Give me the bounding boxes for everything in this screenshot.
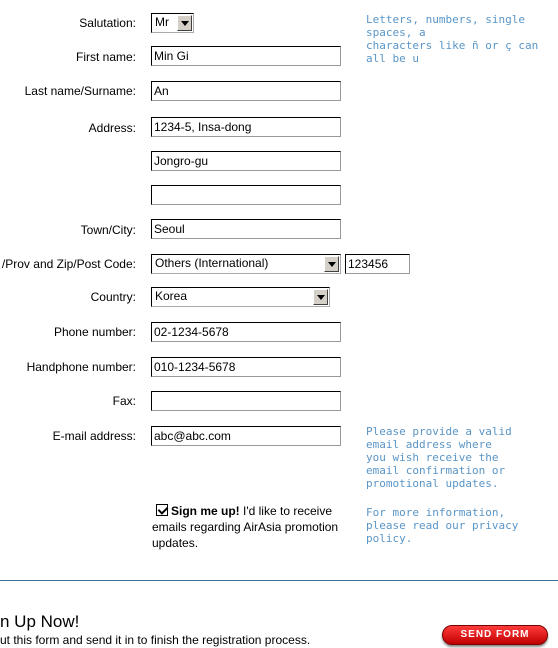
address-line1-input[interactable]: 1234-5, Insa-dong bbox=[151, 117, 341, 137]
signup-line3: updates. bbox=[152, 536, 199, 550]
salutation-value: Mr bbox=[155, 15, 169, 29]
charset-note: Letters, numbers, single spaces, a characters like ñ or ç can all be u bbox=[366, 13, 539, 65]
country-value: Korea bbox=[155, 289, 188, 303]
signup-heading: n Up Now! bbox=[0, 612, 80, 631]
address-label: Address: bbox=[88, 121, 136, 135]
signup-line1 bbox=[171, 504, 332, 518]
salutation-dropdown-button[interactable] bbox=[177, 15, 192, 31]
email-label: E-mail address: bbox=[52, 429, 136, 443]
chevron-down-icon bbox=[317, 295, 325, 300]
state-select[interactable] bbox=[151, 254, 341, 274]
address-line2-input[interactable]: Jongro-gu bbox=[151, 151, 341, 171]
country-dropdown-button[interactable] bbox=[313, 289, 328, 305]
state-zip-label: /Prov and Zip/Post Code: bbox=[1, 257, 136, 271]
email-input[interactable]: abc@abc.com bbox=[151, 426, 341, 446]
privacy-note: For more information, please read our privacy policy. bbox=[366, 506, 519, 545]
salutation-label: Salutation: bbox=[79, 16, 136, 30]
country-label: Country: bbox=[90, 290, 136, 304]
handphone-input[interactable]: 010-1234-5678 bbox=[151, 357, 341, 377]
signup-subtext: ut this form and send it in to finish the registration process. bbox=[0, 633, 311, 647]
town-input[interactable]: Seoul bbox=[151, 219, 341, 239]
state-dropdown-button[interactable] bbox=[324, 256, 339, 272]
check-icon bbox=[158, 504, 169, 515]
state-value: Others (International) bbox=[155, 256, 269, 270]
zip-input[interactable]: 123456 bbox=[345, 254, 410, 274]
phone-label: Phone number: bbox=[53, 325, 136, 339]
chevron-down-icon bbox=[328, 262, 336, 267]
email-note: Please provide a valid email address where you wish receive the email confirmation or promotional updates. bbox=[366, 425, 512, 490]
send-form-button[interactable]: SEND FORM bbox=[442, 625, 548, 645]
signup-line2: emails regarding AirAsia promotion bbox=[152, 520, 339, 534]
signup-bold-text: Sign me up! bbox=[171, 504, 240, 518]
phone-input[interactable]: 02-1234-5678 bbox=[151, 322, 341, 342]
town-label: Town/City: bbox=[80, 223, 136, 237]
fax-label: Fax: bbox=[112, 394, 136, 408]
country-select[interactable] bbox=[151, 287, 330, 307]
address-line3-input[interactable] bbox=[151, 185, 341, 205]
first-name-label: First name: bbox=[75, 50, 136, 64]
salutation-select[interactable] bbox=[151, 13, 194, 33]
signup-rest-text: I'd like to receive bbox=[239, 504, 333, 518]
last-name-label: Last name/Surname: bbox=[24, 84, 136, 98]
first-name-input[interactable]: Min Gi bbox=[151, 46, 341, 66]
last-name-input[interactable]: An bbox=[151, 81, 341, 101]
chevron-down-icon bbox=[181, 21, 189, 26]
section-divider bbox=[0, 580, 558, 581]
signup-checkbox[interactable] bbox=[156, 504, 168, 516]
handphone-label: Handphone number: bbox=[26, 360, 136, 374]
fax-input[interactable] bbox=[151, 391, 341, 411]
